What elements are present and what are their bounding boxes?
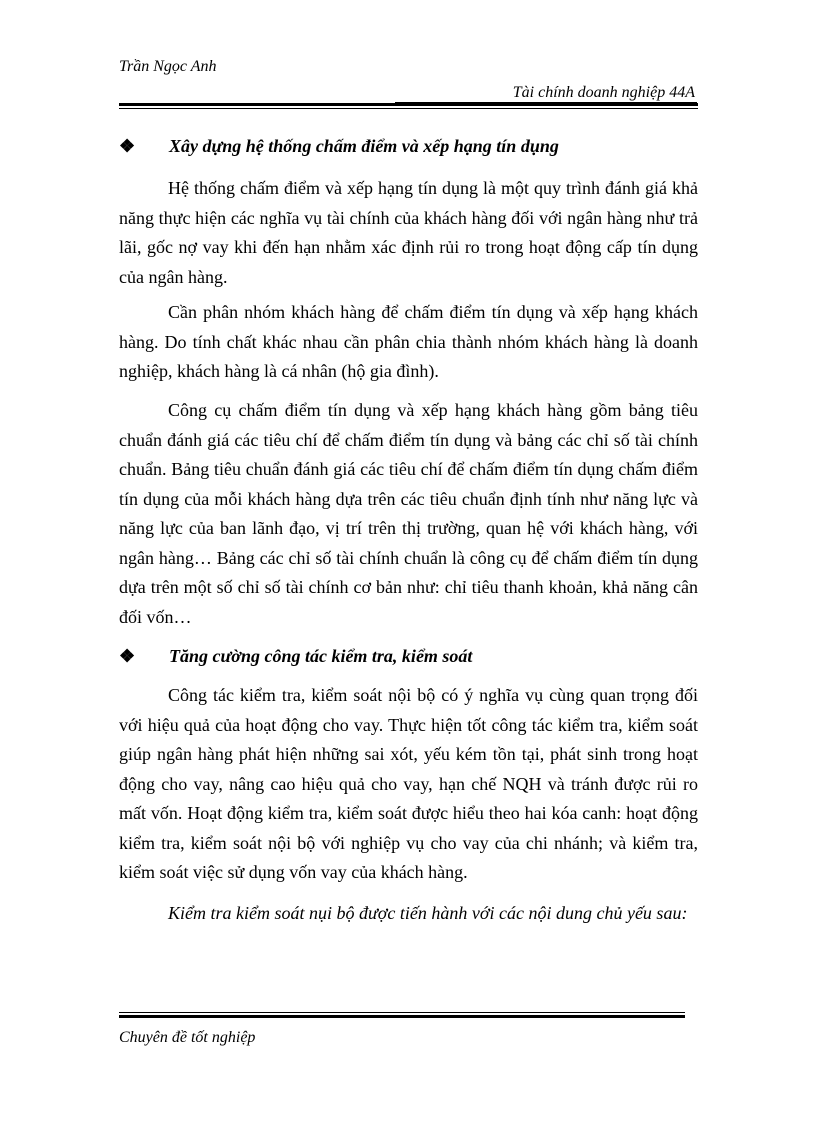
- header-rule-thin: [119, 108, 698, 109]
- section-heading: [119, 646, 472, 667]
- paragraph: Cần phân nhóm khách hàng để chấm điểm tín dụng và xếp hạng khách hàng. Do tính chất khác nhau cần phân chia thành nhóm khách hàng là doanh nghiệp, khách hàng là cá nhân (hộ gia đình).: [119, 302, 698, 381]
- header-rule: [119, 103, 698, 106]
- paragraph: Công tác kiểm tra, kiểm soát nội bộ có ý nghĩa vụ cùng quan trọng đối với hiệu quả của hoạt động cho vay. Thực hiện tốt công tác kiểm tra, kiểm soát giúp ngân hàng phát hiện những sai xót, yếu kém tồn tại, phát sinh trong hoạt động cho vay, nâng cao hiệu quả cho vay, hạn chế NQH và tránh được rủi ro mất vốn. Hoạt động kiểm tra, kiểm soát được hiểu theo hai kóa canh: hoạt động kiểm tra, kiểm soát nội bộ với nghiệp vụ cho vay của chi nhánh; và kiểm tra, kiểm soát việc sử dụng vốn vay của khách hàng.: [119, 685, 698, 882]
- section-heading-text: Xây dựng hệ thống chấm điểm và xếp hạng tín dụng: [169, 136, 559, 156]
- section-heading-text: Tăng cường công tác kiểm tra, kiểm soát: [169, 646, 473, 666]
- diamond-bullet-icon: ❖: [119, 646, 136, 666]
- footer-rule-thin: [119, 1012, 685, 1013]
- paragraph: Hệ thống chấm điểm và xếp hạng tín dụng là một quy trình đánh giá khả năng thực hiện các nghĩa vụ tài chính của khách hàng đối với ngân hàng như trả lãi, gốc nợ vay khi đến hạn nhằm xác định rủi ro trong hoạt động cấp tín dụng của ngân hàng.: [119, 178, 698, 287]
- footer-rule: [119, 1015, 685, 1018]
- italic-paragraph: Kiểm tra kiểm soát nụi bộ được tiến hành với các nội dung chủ yếu sau:: [168, 903, 688, 923]
- paragraph: Công cụ chấm điểm tín dụng và xếp hạng khách hàng gồm bảng tiêu chuẩn đánh giá các tiêu chí để chấm điểm tín dụng và bảng các chỉ số tài chính chuẩn. Bảng tiêu chuẩn đánh giá các tiêu chí để chấm điểm tín dụng chấm điểm tín dụng của mỗi khách hàng dựa trên các tiêu chuẩn định tính như năng lực và năng lực của ban lãnh đạo, vị trí trên thị trường, quan hệ với khách hàng, với ngân hàng… Bảng các chỉ số tài chính chuẩn là công cụ để chấm điểm tín dụng dựa trên một số chỉ số tài chính cơ bản như: chỉ tiêu thanh khoản, khả năng cân đối vốn…: [119, 400, 698, 627]
- header-author: Trần Ngọc Anh: [119, 58, 217, 75]
- diamond-bullet-icon: ❖: [119, 136, 136, 156]
- header-department: Tài chính doanh nghiệp 44A: [395, 84, 697, 103]
- section-heading: [119, 136, 559, 157]
- footer-text: Chuyên đề tốt nghiệp: [119, 1029, 256, 1046]
